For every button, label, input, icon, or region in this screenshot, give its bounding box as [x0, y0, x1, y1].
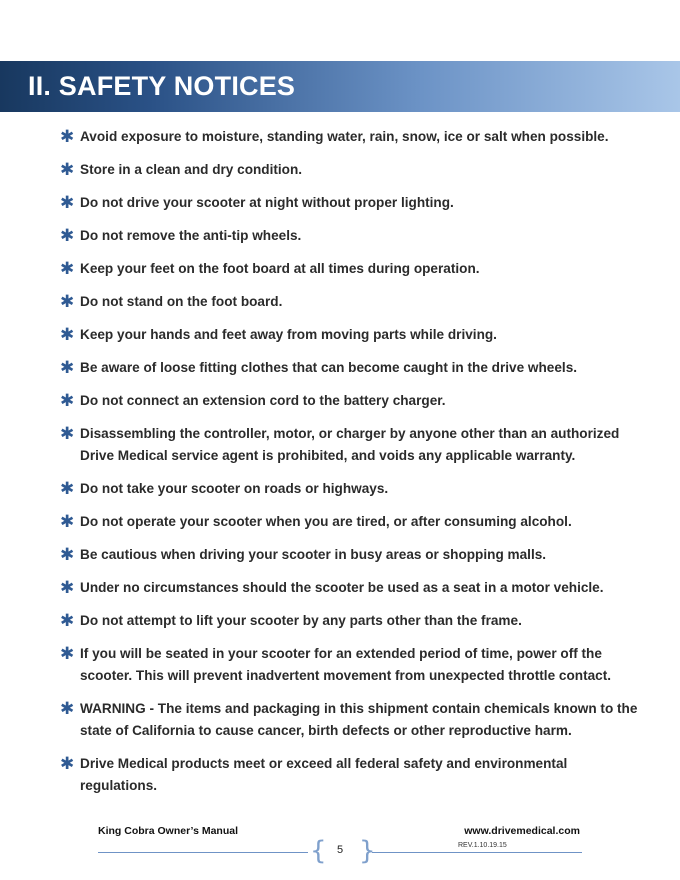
- list-item: [60, 390, 640, 412]
- page-brace-right-icon: }: [359, 836, 376, 866]
- notice-text: Disassembling the controller, motor, or charger by anyone other than an authorized Drive Medical service agent is prohibited, and voids any applicable warranty.: [80, 426, 620, 463]
- list-item: [60, 544, 640, 566]
- notice-text: Be cautious when driving your scooter in busy areas or shopping malls.: [80, 547, 547, 562]
- notice-text: Keep your hands and feet away from moving parts while driving.: [80, 327, 497, 342]
- asterisk-bullet-icon: ✱: [60, 127, 75, 146]
- list-item: [60, 610, 640, 632]
- footer-manual-title: King Cobra Owner’s Manual: [98, 825, 239, 837]
- section-banner: [0, 61, 680, 112]
- list-item: [60, 577, 640, 599]
- list-item: [60, 423, 640, 467]
- list-item: [60, 291, 640, 313]
- notice-text: Store in a clean and dry condition.: [80, 162, 303, 177]
- page-brace-left-icon: {: [310, 836, 327, 866]
- footer-revision: REV.1.10.19.15: [458, 842, 507, 849]
- list-item: [60, 643, 640, 687]
- notice-text: Do not remove the anti-tip wheels.: [80, 228, 302, 243]
- notice-text: Drive Medical products meet or exceed all federal safety and environmental regulations.: [80, 756, 568, 793]
- list-item: [60, 126, 640, 148]
- asterisk-bullet-icon: ✱: [60, 611, 75, 630]
- asterisk-bullet-icon: ✱: [60, 391, 75, 410]
- list-item: [60, 258, 640, 280]
- notice-text: Under no circumstances should the scooter be used as a seat in a motor vehicle.: [80, 580, 604, 595]
- notice-text: Do not take your scooter on roads or highways.: [80, 481, 389, 496]
- notice-text: Do not stand on the foot board.: [80, 294, 283, 309]
- list-item: [60, 511, 640, 533]
- asterisk-bullet-icon: ✱: [60, 325, 75, 344]
- asterisk-bullet-icon: ✱: [60, 754, 75, 773]
- asterisk-bullet-icon: ✱: [60, 578, 75, 597]
- list-item: [60, 192, 640, 214]
- asterisk-bullet-icon: ✱: [60, 226, 75, 245]
- asterisk-bullet-icon: ✱: [60, 644, 75, 663]
- notice-text: If you will be seated in your scooter for an extended period of time, power off the scooter. This will prevent inadvertent movement from unexpected throttle contact.: [80, 646, 612, 683]
- notice-text: Avoid exposure to moisture, standing water, rain, snow, ice or salt when possible.: [80, 129, 609, 144]
- asterisk-bullet-icon: ✱: [60, 259, 75, 278]
- list-item: [60, 159, 640, 181]
- asterisk-bullet-icon: ✱: [60, 545, 75, 564]
- list-item: [60, 478, 640, 500]
- list-item: [60, 753, 640, 797]
- asterisk-bullet-icon: ✱: [60, 160, 75, 179]
- list-item: [60, 357, 640, 379]
- asterisk-bullet-icon: ✱: [60, 699, 75, 718]
- list-item: [60, 698, 640, 742]
- notice-text: Do not drive your scooter at night without proper lighting.: [80, 195, 454, 210]
- footer-rule-left: [98, 852, 308, 853]
- list-item: [60, 225, 640, 247]
- asterisk-bullet-icon: ✱: [60, 358, 75, 377]
- page-number: 5: [336, 844, 344, 856]
- notice-text: Do not operate your scooter when you are tired, or after consuming alcohol.: [80, 514, 572, 529]
- footer-website: www.drivemedical.com: [464, 825, 580, 837]
- asterisk-bullet-icon: ✱: [60, 292, 75, 311]
- asterisk-bullet-icon: ✱: [60, 193, 75, 212]
- asterisk-bullet-icon: ✱: [60, 512, 75, 531]
- notice-text: Do not attempt to lift your scooter by any parts other than the frame.: [80, 613, 522, 628]
- page-title: II. SAFETY NOTICES: [28, 71, 296, 101]
- notice-text: Keep your feet on the foot board at all times during operation.: [80, 261, 480, 276]
- list-item: [60, 324, 640, 346]
- footer-rule-right: [372, 852, 582, 853]
- notice-text: WARNING - The items and packaging in this shipment contain chemicals known to the state of California to cause cancer, birth defects or other reproductive harm.: [80, 701, 638, 738]
- asterisk-bullet-icon: ✱: [60, 479, 75, 498]
- notice-text: Be aware of loose fitting clothes that can become caught in the drive wheels.: [80, 360, 578, 375]
- notice-text: Do not connect an extension cord to the battery charger.: [80, 393, 446, 408]
- asterisk-bullet-icon: ✱: [60, 424, 75, 443]
- safety-notices-list: [60, 126, 640, 808]
